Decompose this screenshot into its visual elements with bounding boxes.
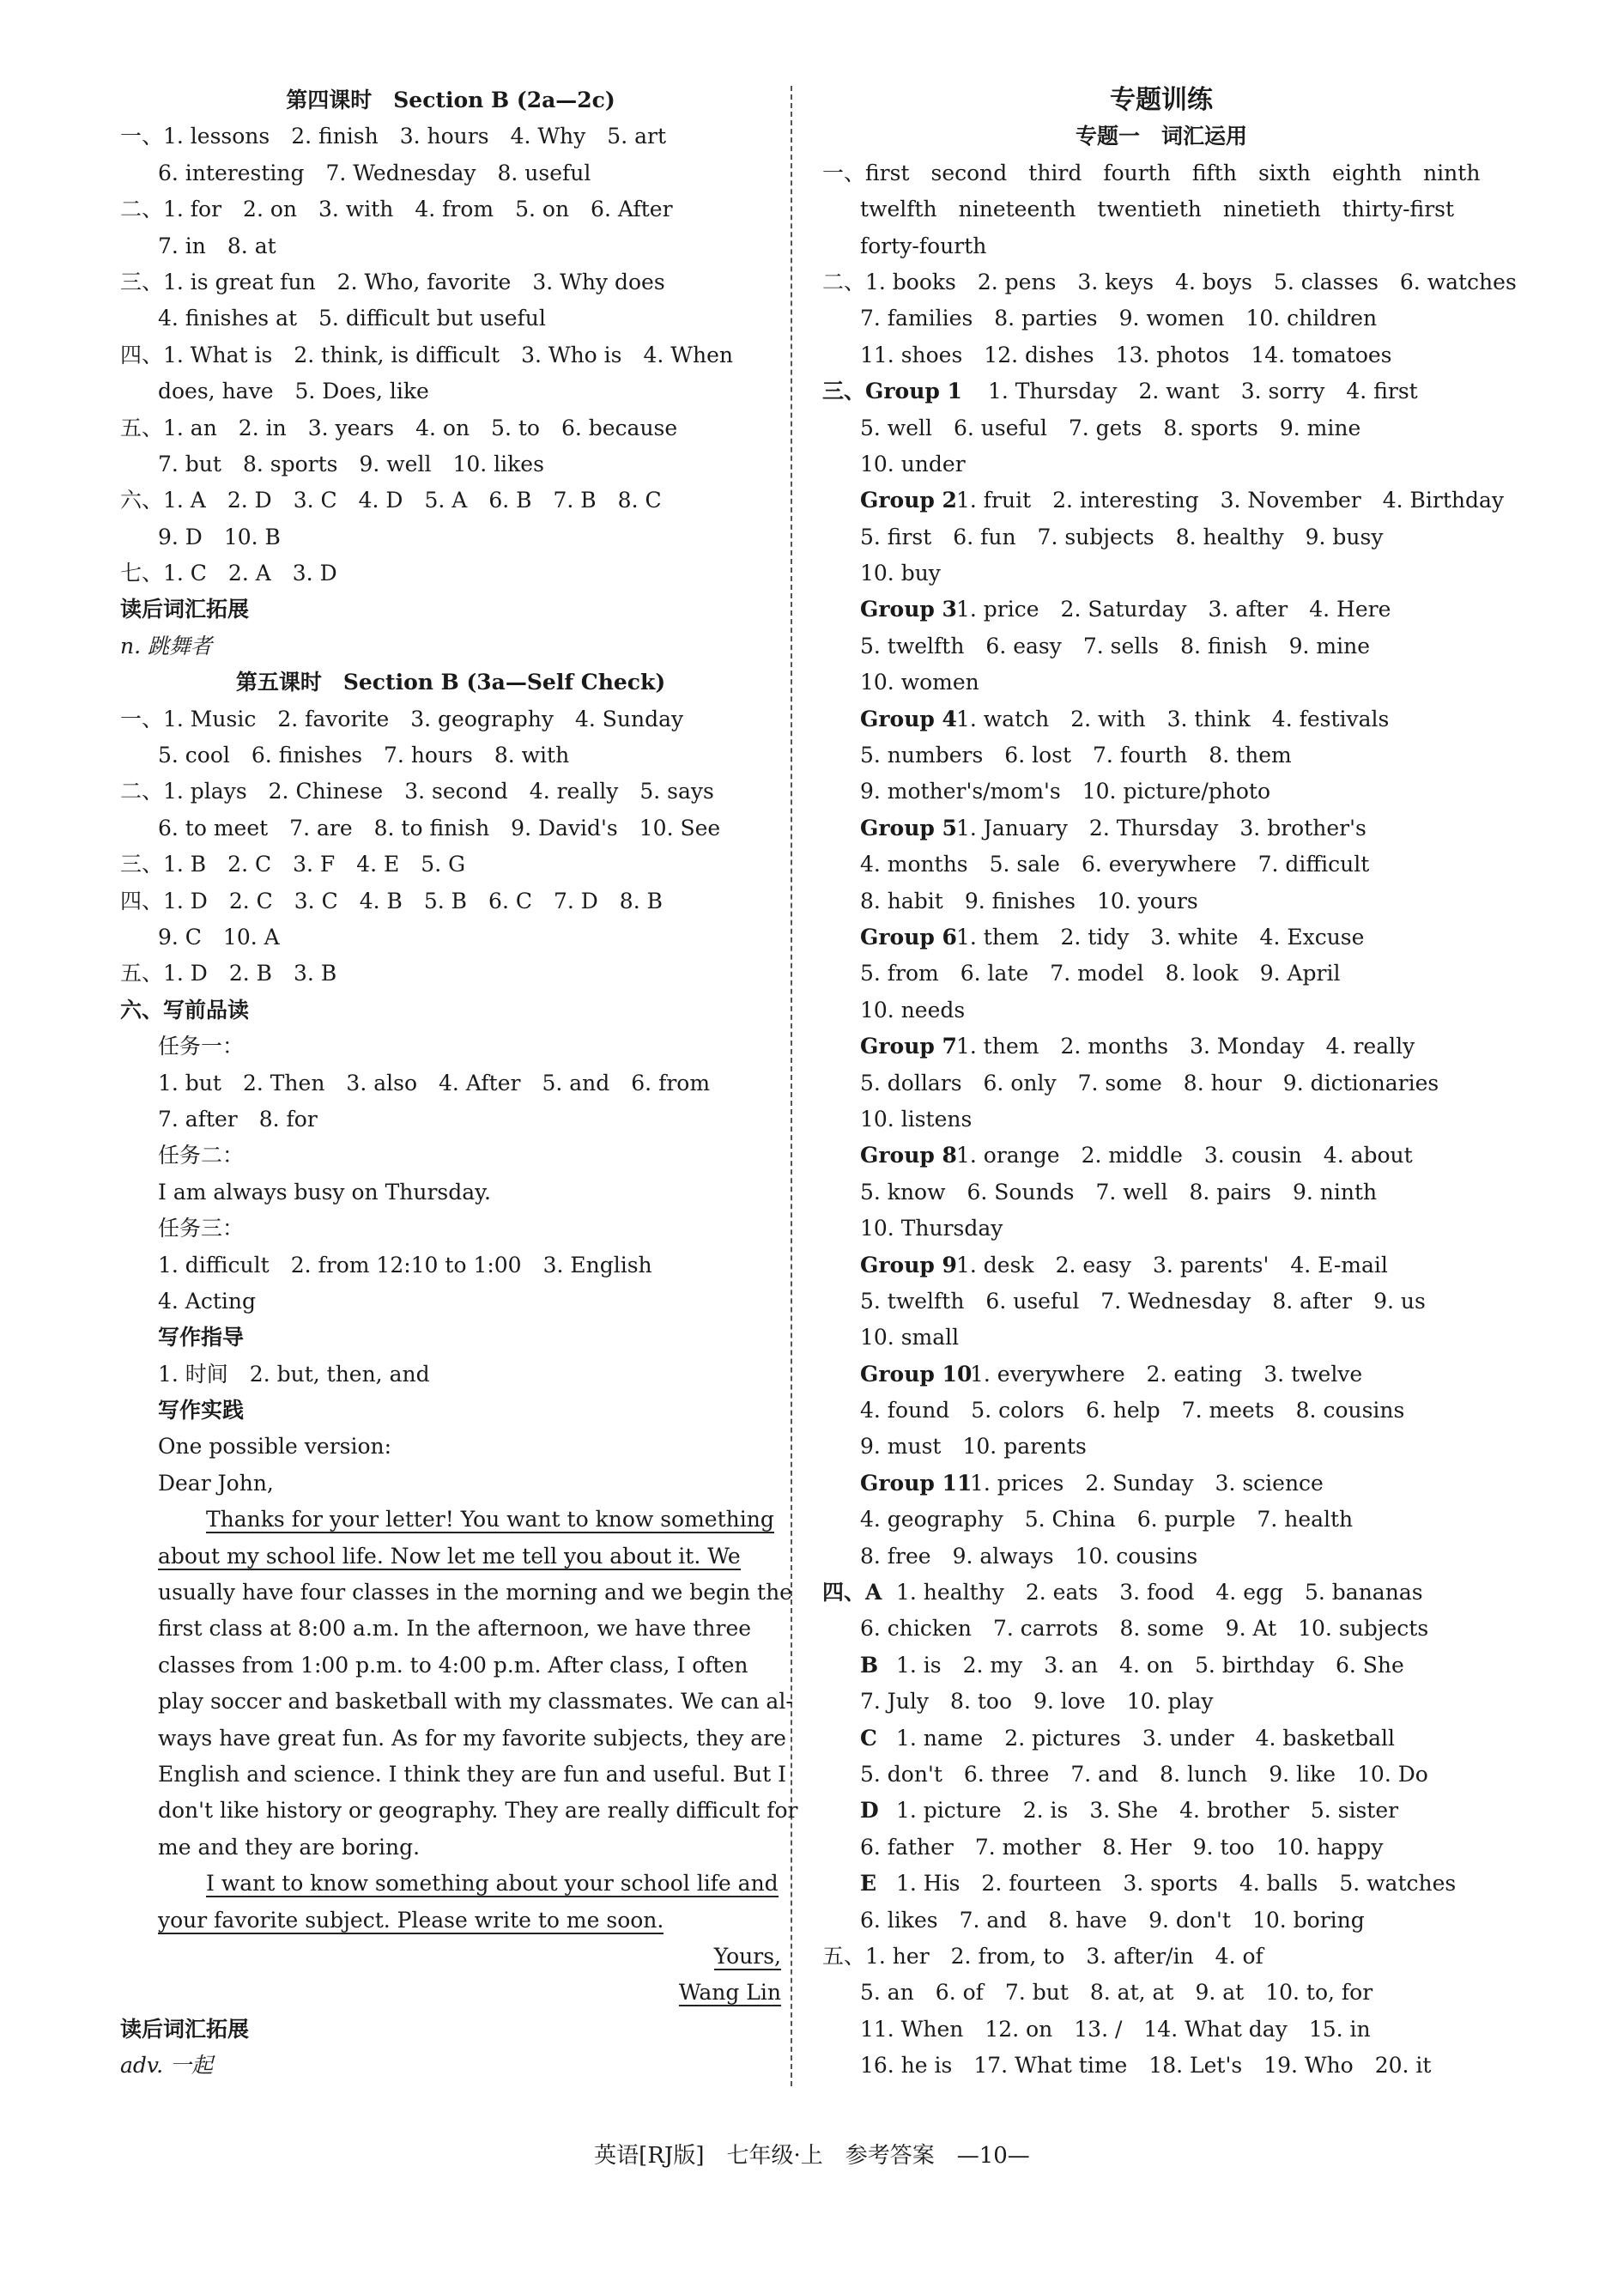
answer-line: 7. after 8. for	[158, 1106, 318, 1132]
group-row	[822, 701, 1500, 737]
answer-line: 二、1. for 2. on 3. with 4. from 5. on 6. After	[120, 197, 673, 222]
answer-line: 五、1. D 2. B 3. B	[120, 961, 337, 986]
answer-line: 1. 时间 2. but, then, and	[158, 1361, 430, 1387]
essay-line	[120, 1539, 781, 1575]
answer-text: 1. fruit 2. interesting 3. November 4. Birthday	[956, 488, 1505, 513]
answer-text: 1. picture 2. is 3. She 4. brother 5. sister	[896, 1798, 1399, 1824]
part-label: 四、A	[822, 1580, 882, 1605]
prewriting-heading: 六、写前品读	[120, 997, 250, 1023]
answer-line: 10. needs	[860, 997, 966, 1023]
answer-text: 1. prices 2. Sunday 3. science	[970, 1470, 1324, 1496]
answer-text: 1. January 2. Thursday 3. brother's	[956, 815, 1366, 841]
answer-line: 5. twelfth 6. easy 7. sells 8. finish 9. mine	[860, 633, 1371, 659]
task-label: 任务二：	[158, 1143, 245, 1168]
vocab-extension-heading: 读后词汇拓展	[120, 2016, 250, 2042]
vocab-extension-item: adv. 一起	[120, 2053, 213, 2079]
answer-line: 四、1. D 2. C 3. C 4. B 5. B 6. C 7. D 8. B	[120, 888, 663, 913]
group-label: Group 6	[860, 924, 957, 950]
writing-practice-heading: 写作实践	[158, 1398, 245, 1423]
vocab-extension-heading: 读后词汇拓展	[120, 597, 250, 622]
answer-line: 6. chicken 7. carrots 8. some 9. At 10. subjects	[860, 1616, 1429, 1642]
answer-line: twelfth nineteenth twentieth ninetieth thirty-first	[860, 197, 1455, 222]
part-row	[822, 1648, 1500, 1684]
essay-line: me and they are boring.	[158, 1834, 421, 1860]
answer-line: 二、1. plays 2. Chinese 3. second 4. really 5. says	[120, 779, 714, 804]
answer-line: 9. must 10. parents	[860, 1434, 1087, 1460]
answer-line: does, have 5. Does, like	[158, 379, 429, 404]
answer-line: 二、1. books 2. pens 3. keys 4. boys 5. classes 6. watches	[822, 269, 1517, 294]
essay-closing	[120, 1939, 781, 1975]
answer-line: 4. months 5. sale 6. everywhere 7. difficult	[860, 852, 1370, 877]
answer-line: 5. dollars 6. only 7. some 8. hour 9. dictionaries	[860, 1070, 1439, 1096]
part-row	[822, 1721, 1500, 1757]
essay-signature-text: Wang Lin	[678, 1980, 781, 2006]
answer-line: 11. When 12. on 13. / 14. What day 15. in	[860, 2016, 1371, 2042]
task-label: 任务一：	[158, 1034, 245, 1059]
answer-line: 一、1. Music 2. favorite 3. geography 4. Sunday	[120, 706, 684, 731]
answer-line: 三、1. B 2. C 3. F 4. E 5. G	[120, 852, 466, 877]
essay-underlined-text: your favorite subject. Please write to me soon.	[158, 1907, 664, 1933]
answer-text: 1. them 2. months 3. Monday 4. really	[956, 1034, 1415, 1059]
group-label: Group 8	[860, 1143, 957, 1168]
answer-line: 4. found 5. colors 6. help 7. meets 8. cousins	[860, 1398, 1405, 1423]
page-footer: 英语[RJ版] 七年级·上 参考答案 —10—	[594, 2143, 1030, 2169]
essay-line: don't like history or geography. They are really difficult for	[158, 1798, 798, 1824]
group-label: Group 5	[860, 815, 957, 841]
answer-line: 10. listens	[860, 1106, 973, 1132]
answer-line: 六、1. A 2. D 3. C 4. D 5. A 6. B 7. B 8. C	[120, 488, 662, 513]
answer-line: 10. buy	[860, 561, 941, 586]
answer-text: 1. watch 2. with 3. think 4. festivals	[956, 706, 1390, 731]
group-label: Group 10	[860, 1361, 973, 1387]
essay-line	[120, 1866, 781, 1902]
answer-text: 1. desk 2. easy 3. parents' 4. E-mail	[956, 1252, 1388, 1278]
essay-line: English and science. I think they are fun and useful. But I	[158, 1761, 787, 1787]
answer-text: 1. name 2. pictures 3. under 4. basketball	[896, 1725, 1396, 1751]
column-divider	[791, 86, 792, 2086]
essay-line	[120, 1502, 781, 1538]
essay-underlined-text: Thanks for your letter! You want to know something	[206, 1507, 774, 1533]
essay-line: classes from 1:00 p.m. to 4:00 p.m. After class, I often	[158, 1652, 748, 1678]
answer-line: 7. but 8. sports 9. well 10. likes	[158, 451, 544, 476]
essay-underlined-text: about my school life. Now let me tell you about it. We	[158, 1543, 741, 1569]
answer-line: 10. small	[860, 1325, 960, 1350]
group-row	[822, 1466, 1500, 1502]
answer-line: 8. habit 9. finishes 10. yours	[860, 888, 1198, 913]
answer-line: 7. in 8. at	[158, 233, 276, 258]
part-row	[822, 1793, 1500, 1829]
group-label: Group 3	[860, 597, 957, 622]
essay-line: ways have great fun. As for my favorite subjects, they are	[158, 1725, 786, 1751]
answer-line: 10. under	[860, 451, 966, 476]
vocab-extension-item: n. 跳舞者	[120, 633, 212, 659]
answer-line: 5. don't 6. three 7. and 8. lunch 9. like 10. Do	[860, 1761, 1428, 1787]
group-label: Group 11	[860, 1470, 973, 1496]
answer-text: 1. Thursday 2. want 3. sorry 4. first	[987, 379, 1418, 404]
answer-line: forty-fourth	[860, 233, 987, 258]
answer-line: 一、1. lessons 2. finish 3. hours 4. Why 5. art	[120, 124, 666, 149]
answer-line: 6. to meet 7. are 8. to finish 9. David's 10. See	[158, 815, 721, 841]
group-row	[822, 373, 1500, 410]
answer-line: 9. D 10. B	[158, 524, 281, 549]
essay-underlined-text: I want to know something about your school life and	[206, 1871, 779, 1897]
answer-line: 1. difficult 2. from 12:10 to 1:00 3. English	[158, 1252, 652, 1278]
answer-line: 七、1. C 2. A 3. D	[120, 561, 337, 586]
answer-line: 4. finishes at 5. difficult but useful	[158, 306, 546, 331]
essay-line: play soccer and basketball with my classmates. We can al-	[158, 1689, 793, 1715]
part-label: D	[860, 1798, 879, 1824]
answer-line: 5. an 6. of 7. but 8. at, at 9. at 10. to, for	[860, 1980, 1373, 2006]
answer-line: 5. well 6. useful 7. gets 8. sports 9. mine	[860, 415, 1361, 440]
group-row	[822, 810, 1500, 847]
task-label: 任务三：	[158, 1216, 245, 1241]
answer-text: 1. His 2. fourteen 3. sports 4. balls 5. watches	[896, 1871, 1457, 1897]
essay-line	[120, 1903, 781, 1939]
answer-line: 五、1. her 2. from, to 3. after/in 4. of	[822, 1943, 1263, 1969]
essay-line: usually have four classes in the morning and we begin the	[158, 1580, 792, 1605]
part-row	[822, 1866, 1500, 1902]
section-title-lesson4: 第四课时 Section B (2a—2c)	[286, 88, 615, 112]
topic1-title: 专题一 词汇运用	[1075, 124, 1247, 149]
answer-line: 6. likes 7. and 8. have 9. don't 10. boring	[860, 1907, 1365, 1933]
group-row	[822, 1138, 1500, 1174]
answer-line: 5. know 6. Sounds 7. well 8. pairs 9. ninth	[860, 1179, 1378, 1205]
answer-line: 四、1. What is 2. think, is difficult 3. Who is 4. When	[120, 342, 733, 367]
answer-line: 五、1. an 2. in 3. years 4. on 5. to 6. because	[120, 415, 678, 440]
answer-text: 1. is 2. my 3. an 4. on 5. birthday 6. She	[896, 1652, 1404, 1678]
group-label: Group 9	[860, 1252, 957, 1278]
answer-text: 1. them 2. tidy 3. white 4. Excuse	[956, 924, 1365, 950]
special-training-title: 专题训练	[1110, 85, 1213, 115]
part-row	[822, 1575, 1500, 1611]
answer-line: 8. free 9. always 10. cousins	[860, 1543, 1198, 1569]
group-label: 三、Group 1	[822, 379, 962, 404]
right-column	[822, 82, 1517, 2084]
group-row	[822, 920, 1500, 956]
essay-closing-text: Yours,	[713, 1943, 781, 1969]
answer-line: 5. numbers 6. lost 7. fourth 8. them	[860, 743, 1292, 768]
group-row	[822, 592, 1500, 628]
answer-line: 5. first 6. fun 7. subjects 8. healthy 9. busy	[860, 524, 1384, 549]
answer-line: 1. but 2. Then 3. also 4. After 5. and 6. from	[158, 1070, 711, 1096]
left-column	[120, 82, 798, 2084]
answer-line: 5. twelfth 6. useful 7. Wednesday 8. after 9. us	[860, 1288, 1426, 1314]
essay-signature	[120, 1975, 781, 2011]
part-label: E	[860, 1871, 877, 1897]
answer-line: 6. interesting 7. Wednesday 8. useful	[158, 160, 591, 185]
answer-line: 10. women	[860, 670, 979, 695]
answer-line: 4. Acting	[158, 1288, 257, 1314]
answer-line: 三、1. is great fun 2. Who, favorite 3. Why does	[120, 269, 665, 294]
group-label: Group 7	[860, 1034, 957, 1059]
answer-text: 1. orange 2. middle 3. cousin 4. about	[956, 1143, 1413, 1168]
answer-line: 11. shoes 12. dishes 13. photos 14. tomatoes	[860, 342, 1392, 367]
answer-line: 10. Thursday	[860, 1216, 1003, 1241]
group-label: Group 2	[860, 488, 957, 513]
answer-line: 9. mother's/mom's 10. picture/photo	[860, 779, 1271, 804]
answer-text: 1. healthy 2. eats 3. food 4. egg 5. bananas	[896, 1580, 1423, 1605]
answer-line: 一、first second third fourth fifth sixth eighth ninth	[822, 160, 1481, 185]
part-label: B	[860, 1652, 879, 1678]
writing-guide-heading: 写作指导	[158, 1325, 245, 1350]
answer-text: 1. everywhere 2. eating 3. twelve	[970, 1361, 1363, 1387]
essay-line: first class at 8:00 a.m. In the afternoon, we have three	[158, 1616, 752, 1642]
answer-line: 7. families 8. parties 9. women 10. children	[860, 306, 1378, 331]
section-title-lesson5: 第五课时 Section B (3a—Self Check)	[235, 670, 666, 695]
answer-line: 6. father 7. mother 8. Her 9. too 10. happy	[860, 1834, 1384, 1860]
answer-line: 16. he is 17. What time 18. Let's 19. Who 20. it	[860, 2053, 1432, 2079]
group-row	[822, 1247, 1500, 1284]
answer-text: 1. price 2. Saturday 3. after 4. Here	[956, 597, 1391, 622]
group-row	[822, 1357, 1500, 1393]
essay-intro: One possible version:	[158, 1434, 392, 1460]
answer-line: 7. July 8. too 9. love 10. play	[860, 1689, 1214, 1715]
group-row	[822, 1029, 1500, 1065]
group-label: Group 4	[860, 706, 957, 731]
group-row	[822, 483, 1505, 519]
essay-greeting: Dear John,	[158, 1470, 274, 1496]
answer-line: 5. from 6. late 7. model 8. look 9. April	[860, 961, 1341, 986]
part-label: C	[860, 1725, 877, 1751]
answer-line: 5. cool 6. finishes 7. hours 8. with	[158, 743, 570, 768]
answer-line: 9. C 10. A	[158, 924, 280, 950]
answer-line: I am always busy on Thursday.	[158, 1179, 491, 1205]
answer-line: 4. geography 5. China 6. purple 7. health	[860, 1507, 1354, 1533]
